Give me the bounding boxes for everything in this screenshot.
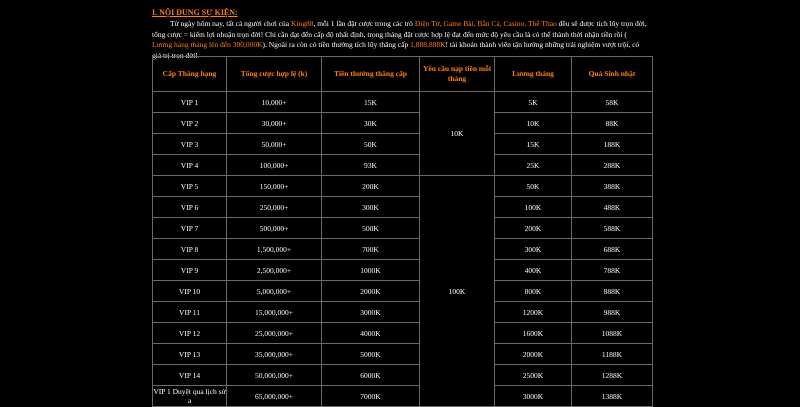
cell-valid-bet: 150,000+ <box>227 176 322 197</box>
table-row <box>153 197 653 218</box>
cell-upgrade-bonus: 200K <box>322 176 420 197</box>
header-birthday-gift: Quà Sinh nhật <box>572 57 653 92</box>
cell-valid-bet: 5,000,000+ <box>227 281 322 302</box>
intro-text: Từ ngày hôm nay, tất cả người chơi của <box>170 19 291 28</box>
cell-upgrade-bonus: 5000K <box>322 344 420 365</box>
header-monthly-deposit: Yêu cầu nạp tiền mỗi tháng <box>420 57 495 92</box>
cell-valid-bet: 15,000,000+ <box>227 302 322 323</box>
cell-birthday-gift: 88K <box>572 113 653 134</box>
intro-text: , mỗi 1 lần đặt cược trong các trò <box>313 19 415 28</box>
table-row <box>153 155 653 176</box>
cell-monthly-salary: 300K <box>495 239 572 260</box>
cell-upgrade-bonus: 7000K <box>322 386 420 407</box>
cell-birthday-gift: 888K <box>572 281 653 302</box>
cell-level: VIP 11 <box>153 302 227 323</box>
cell-upgrade-bonus: 2000K <box>322 281 420 302</box>
cell-level: VIP 3 <box>153 134 227 155</box>
cell-monthly-salary: 100K <box>495 197 572 218</box>
table-row <box>153 218 653 239</box>
cell-upgrade-bonus: 300K <box>322 197 420 218</box>
cell-monthly-salary: 2500K <box>495 365 572 386</box>
table-row <box>153 344 653 365</box>
cell-valid-bet: 65,000,000+ <box>227 386 322 407</box>
table-row <box>153 323 653 344</box>
cell-upgrade-bonus: 50K <box>322 134 420 155</box>
cell-level: VIP 14 <box>153 365 227 386</box>
intro-highlight-text: Lương hàng tháng lên đến 300,000K <box>152 40 263 49</box>
cell-valid-bet: 50,000+ <box>227 134 322 155</box>
table-row <box>153 281 653 302</box>
cell-valid-bet: 25,000,000+ <box>227 323 322 344</box>
cell-deposit-requirement: 100K <box>420 176 495 407</box>
cell-valid-bet: 35,000,000+ <box>227 344 322 365</box>
cell-valid-bet: 500,000+ <box>227 218 322 239</box>
cell-level: VIP 1 <box>153 92 227 113</box>
table-row <box>153 92 653 113</box>
table-row <box>153 260 653 281</box>
cell-monthly-salary: 5K <box>495 92 572 113</box>
cell-monthly-salary: 10K <box>495 113 572 134</box>
cell-upgrade-bonus: 30K <box>322 113 420 134</box>
cell-valid-bet: 2,500,000+ <box>227 260 322 281</box>
cell-monthly-salary: 15K <box>495 134 572 155</box>
cell-birthday-gift: 688K <box>572 239 653 260</box>
cell-birthday-gift: 288K <box>572 155 653 176</box>
cell-level: VIP 4 <box>153 155 227 176</box>
cell-upgrade-bonus: 3000K <box>322 302 420 323</box>
cell-upgrade-bonus: 700K <box>322 239 420 260</box>
cell-level: VIP 8 <box>153 239 227 260</box>
cell-level: VIP 9 <box>153 260 227 281</box>
event-heading: I. NỘI DUNG SỰ KIỆN: <box>152 8 238 17</box>
table-row <box>153 239 653 260</box>
cell-birthday-gift: 1188K <box>572 344 653 365</box>
cell-monthly-salary: 3000K <box>495 386 572 407</box>
cell-monthly-salary: 200K <box>495 218 572 239</box>
cell-level: VIP 12 <box>153 323 227 344</box>
table-row <box>153 386 653 407</box>
event-content <box>152 8 648 61</box>
cell-valid-bet: 30,000+ <box>227 113 322 134</box>
table-row <box>153 302 653 323</box>
table-row <box>153 176 653 197</box>
cell-birthday-gift: 988K <box>572 302 653 323</box>
cell-birthday-gift: 58K <box>572 92 653 113</box>
cell-upgrade-bonus: 93K <box>322 155 420 176</box>
header-monthly-salary: Lương tháng <box>495 57 572 92</box>
cell-birthday-gift: 588K <box>572 218 653 239</box>
cell-birthday-gift: 188K <box>572 134 653 155</box>
cell-valid-bet: 1,500,000+ <box>227 239 322 260</box>
cell-deposit-requirement: 10K <box>420 92 495 176</box>
cell-valid-bet: 10,000+ <box>227 92 322 113</box>
cell-level: VIP 5 <box>153 176 227 197</box>
cell-level: VIP 2 <box>153 113 227 134</box>
cell-level: VIP 13 <box>153 344 227 365</box>
cell-monthly-salary: 2000K <box>495 344 572 365</box>
cell-valid-bet: 50,000,000+ <box>227 365 322 386</box>
table-row <box>153 113 653 134</box>
cell-level: VIP 7 <box>153 218 227 239</box>
header-upgrade-bonus: Tiền thưởng thăng cấp <box>322 57 420 92</box>
cell-valid-bet: 250,000+ <box>227 197 322 218</box>
cell-birthday-gift: 1288K <box>572 365 653 386</box>
vip-table <box>152 56 653 407</box>
intro-highlight-text: Điện Tử, Game Bài, Bắn Cá, Casino, Thể Thao <box>414 19 557 28</box>
cell-upgrade-bonus: 15K <box>322 92 420 113</box>
table-row <box>153 365 653 386</box>
cell-birthday-gift: 388K <box>572 176 653 197</box>
cell-upgrade-bonus: 4000K <box>322 323 420 344</box>
cell-birthday-gift: 1388K <box>572 386 653 407</box>
cell-monthly-salary: 400K <box>495 260 572 281</box>
cell-birthday-gift: 488K <box>572 197 653 218</box>
vip-table-header-row <box>153 57 653 92</box>
event-intro <box>152 19 648 61</box>
cell-birthday-gift: 788K <box>572 260 653 281</box>
cell-level: VIP 6 <box>153 197 227 218</box>
header-valid-bet: Tổng cược hợp lệ (k) <box>227 57 322 92</box>
intro-highlight-text: 1,888,888K <box>410 40 446 49</box>
cell-birthday-gift: 1088K <box>572 323 653 344</box>
vip-table-body <box>153 92 653 407</box>
cell-level: VIP 1 Duyệt qua lịch sử a <box>153 387 226 405</box>
intro-highlight-text: King88 <box>290 19 314 28</box>
cell-upgrade-bonus: 6000K <box>322 365 420 386</box>
cell-monthly-salary: 25K <box>495 155 572 176</box>
table-row <box>153 134 653 155</box>
cell-level: VIP 10 <box>153 281 227 302</box>
intro-text: ). Ngoài ra còn có tiền thưởng tích lũy thăng cấp <box>262 40 411 49</box>
cell-upgrade-bonus: 500K <box>322 218 420 239</box>
header-level: Cấp Thăng hạng <box>153 57 227 92</box>
cell-monthly-salary: 1600K <box>495 323 572 344</box>
cell-monthly-salary: 800K <box>495 281 572 302</box>
cell-valid-bet: 100,000+ <box>227 155 322 176</box>
cell-monthly-salary: 1200K <box>495 302 572 323</box>
intro-text: đều sẽ được tích lũy trọn đời, tổng cược = kiếm lợi nhuận trọn đời! Chỉ cần đạt đến cấp độ nhất định, trong tháng đặt cược hợp lệ đạt đến mức độ yêu cầu là có thể thành thời nhận tiền rồi ( <box>152 19 647 39</box>
intro-text: ! tài khoản thành viên tận hưởng những trải nghiệm vượt trội, có giá trị trọn đời! <box>152 40 640 60</box>
cell-monthly-salary: 50K <box>495 176 572 197</box>
cell-upgrade-bonus: 1000K <box>322 260 420 281</box>
